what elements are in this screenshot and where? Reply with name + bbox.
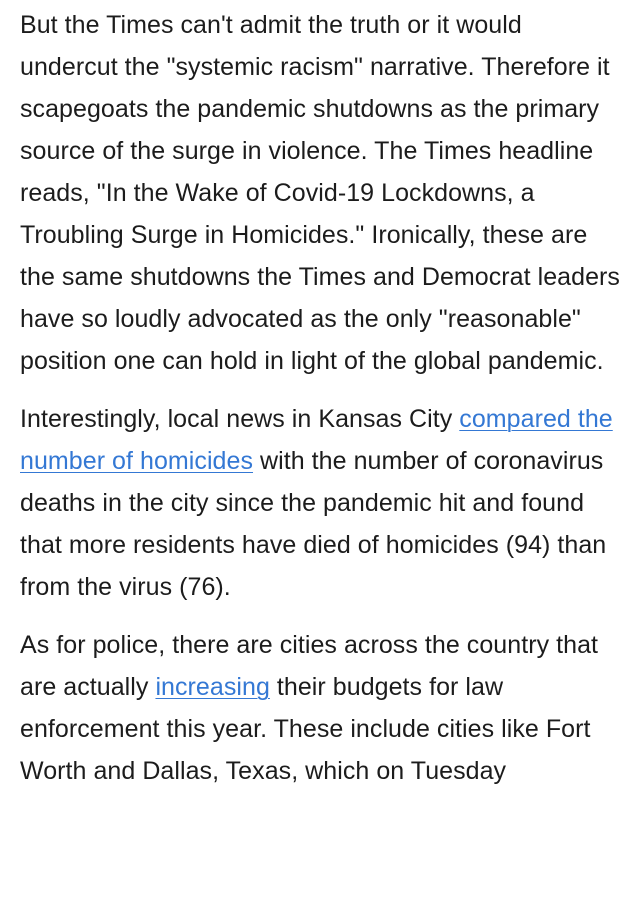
compared-homicides-link[interactable]: compared the number of homicides bbox=[20, 405, 613, 475]
paragraph-times-headline bbox=[20, 4, 620, 382]
paragraph-kansas-city bbox=[20, 398, 620, 608]
paragraph-police-budgets bbox=[20, 624, 620, 792]
paragraph-text-before: As for police, there are cities across the country that are actually bbox=[20, 631, 599, 701]
bottom-fade bbox=[0, 904, 640, 914]
paragraph-text-after: with the number of coronavirus deaths in the city since the pandemic hit and found that more residents have died of homicides (94) than from the virus (76). bbox=[20, 447, 607, 601]
increasing-link[interactable]: increasing bbox=[155, 673, 270, 701]
paragraph-text: But the Times can't admit the truth or it would undercut the "systemic racism" narrative. Therefore it scapegoats the pandemic shutdowns as the primary source of the surge in violence. The Times headline reads, "In the Wake of Covid-19 Lockdowns, a Troubling Surge in Homicides." Ironically, these are the same shutdowns the Times and Democrat leaders have so loudly advocated as the only "reasonable" position one can hold in light of the global pandemic. bbox=[20, 11, 620, 375]
paragraph-text-before: Interestingly, local news in Kansas City bbox=[20, 405, 460, 433]
paragraph-text-after: their budgets for law enforcement this year. These include cities like Fort Worth and Dallas, Texas, which on Tuesday bbox=[20, 673, 591, 785]
